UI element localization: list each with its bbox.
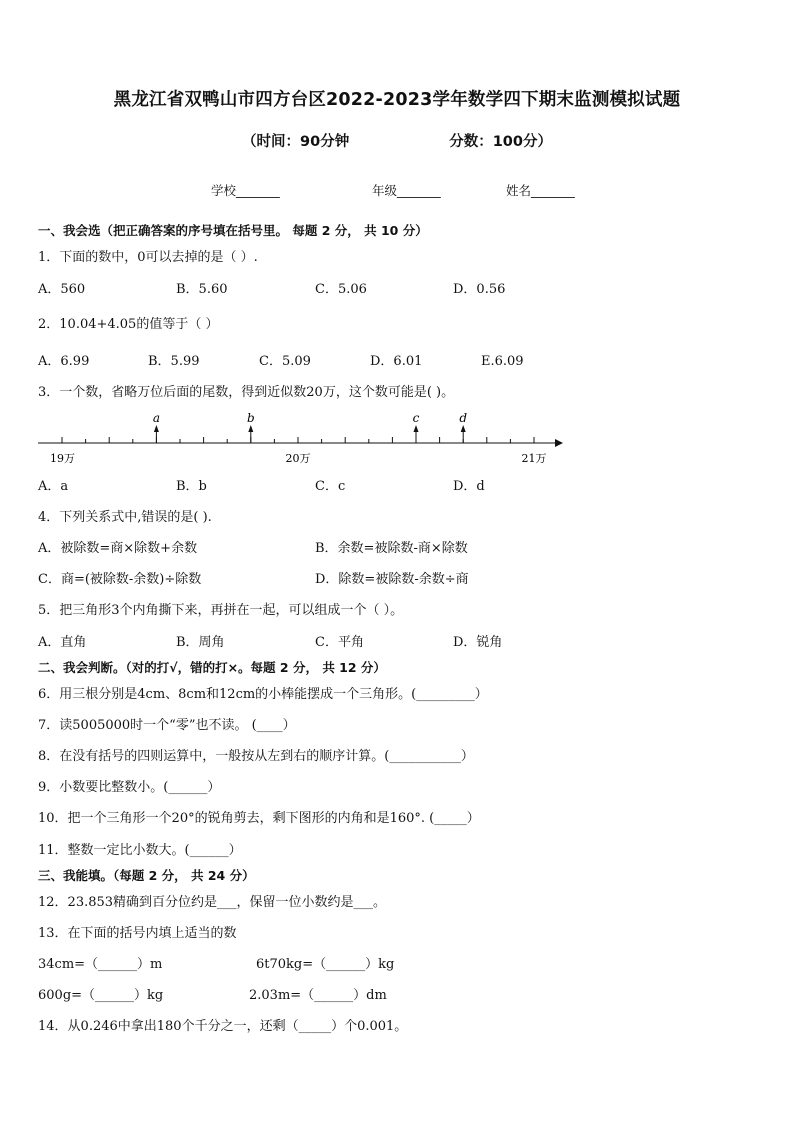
q4-option-b: B．余数=被除数-商×除数 xyxy=(315,541,468,556)
question-12: 12．23.853精确到百分位约是___，保留一位小数约是___。 xyxy=(38,895,387,910)
q3-option-b: B．b xyxy=(176,479,207,494)
question-13: 13．在下面的括号内填上适当的数 xyxy=(38,926,237,941)
q3-option-c: C．c xyxy=(315,479,346,494)
q4-option-c: C．商=(被除数-余数)÷除数 xyxy=(38,572,202,587)
q4-option-a: A．被除数=商×除数+余数 xyxy=(38,541,198,556)
number-line xyxy=(30,408,575,470)
exam-subtitle xyxy=(0,130,794,151)
q1-option-a: A．560 xyxy=(38,282,86,297)
question-5: 5．把三角形3个内角撕下来，再拼在一起，可以组成一个（ ）。 xyxy=(38,603,404,618)
tick-label-19: 19万 xyxy=(50,452,75,465)
point-label: d xyxy=(459,411,468,425)
question-6: 6．用三根分别是4cm、8cm和12cm的小棒能摆成一个三角形。(_________） xyxy=(38,687,488,702)
point-marker-arrow xyxy=(248,425,253,432)
question-4: 4．下列关系式中,错误的是( ). xyxy=(38,510,212,525)
grade-field: 年级_______ xyxy=(372,183,441,198)
question-10: 10．把一个三角形一个20°的锐角剪去，剩下图形的内角和是160°. (_____） xyxy=(38,811,480,826)
q1-option-c: C．5.06 xyxy=(315,282,367,297)
time-label: （时间：90分钟 xyxy=(242,134,350,150)
tick-label-21: 21万 xyxy=(521,452,547,465)
q2-option-c: C．5.09 xyxy=(259,354,311,369)
number-line-point-a xyxy=(153,411,160,443)
question-3: 3．一个数，省略万位后面的尾数，得到近似数20万，这个数可能是( )。 xyxy=(38,385,455,400)
school-field: 学校_______ xyxy=(211,183,280,198)
question-11: 11．整数一定比小数大。(______） xyxy=(38,843,242,858)
q5-option-d: D．锐角 xyxy=(453,635,503,650)
number-line-point-d xyxy=(459,411,467,443)
q3-option-a: A．a xyxy=(38,479,69,494)
point-label: a xyxy=(152,411,160,425)
point-marker-arrow xyxy=(154,425,159,432)
q2-option-b: B．5.99 xyxy=(148,354,200,369)
q2-option-d: D．6.01 xyxy=(370,354,423,369)
section-2-heading: 二、我会判断。（对的打√，错的打×。每题 2 分， 共 12 分） xyxy=(38,660,386,675)
point-label: b xyxy=(246,411,255,425)
q13-item-4: 2.03m=（______）dm xyxy=(249,988,387,1003)
section-1-heading: 一、我会选（把正确答案的序号填在括号里。 每题 2 分， 共 10 分） xyxy=(38,223,428,238)
question-8: 8．在没有括号的四则运算中，一般按从左到右的顺序计算。(___________） xyxy=(38,749,474,764)
point-marker-arrow xyxy=(461,425,466,432)
question-9: 9．小数要比整数小。(______） xyxy=(38,780,221,795)
q4-option-d: D．除数=被除数-余数÷商 xyxy=(315,572,469,587)
number-line-point-b xyxy=(247,411,255,443)
question-1: 1．下面的数中，0可以去掉的是（ ）. xyxy=(38,250,258,265)
q2-option-a: A．6.99 xyxy=(38,354,90,369)
q2-option-e: E.6.09 xyxy=(481,354,524,369)
q5-option-c: C．平角 xyxy=(315,635,364,650)
number-line-point-c xyxy=(413,411,420,443)
tick-label-20: 20万 xyxy=(285,452,311,465)
point-marker-arrow xyxy=(414,425,419,432)
q5-option-a: A．直角 xyxy=(38,635,87,650)
question-2: 2．10.04+4.05的值等于（ ） xyxy=(38,317,219,332)
question-7: 7．读5005000时一个“零”也不读。 (____） xyxy=(38,718,296,733)
score-label: 分数：100分） xyxy=(449,134,552,150)
question-14: 14．从0.246中拿出180个千分之一，还剩（_____）个0.001。 xyxy=(38,1019,408,1034)
q5-option-b: B．周角 xyxy=(176,635,225,650)
q3-option-d: D．d xyxy=(453,479,485,494)
point-label: c xyxy=(412,411,420,425)
q1-option-b: B．5.60 xyxy=(176,282,228,297)
exam-title: 黑龙江省双鸭山市四方台区2022-2023学年数学四下期末监测模拟试题 xyxy=(113,90,681,110)
q13-item-3: 600g=（______）kg xyxy=(38,988,164,1003)
q13-item-2: 6t70kg=（______）kg xyxy=(256,957,395,972)
section-3-heading: 三、我能填。（每题 2 分， 共 24 分） xyxy=(38,868,255,883)
q13-item-1: 34cm=（______）m xyxy=(38,957,163,972)
name-field: 姓名_______ xyxy=(506,183,575,198)
q1-option-d: D．0.56 xyxy=(453,282,506,297)
